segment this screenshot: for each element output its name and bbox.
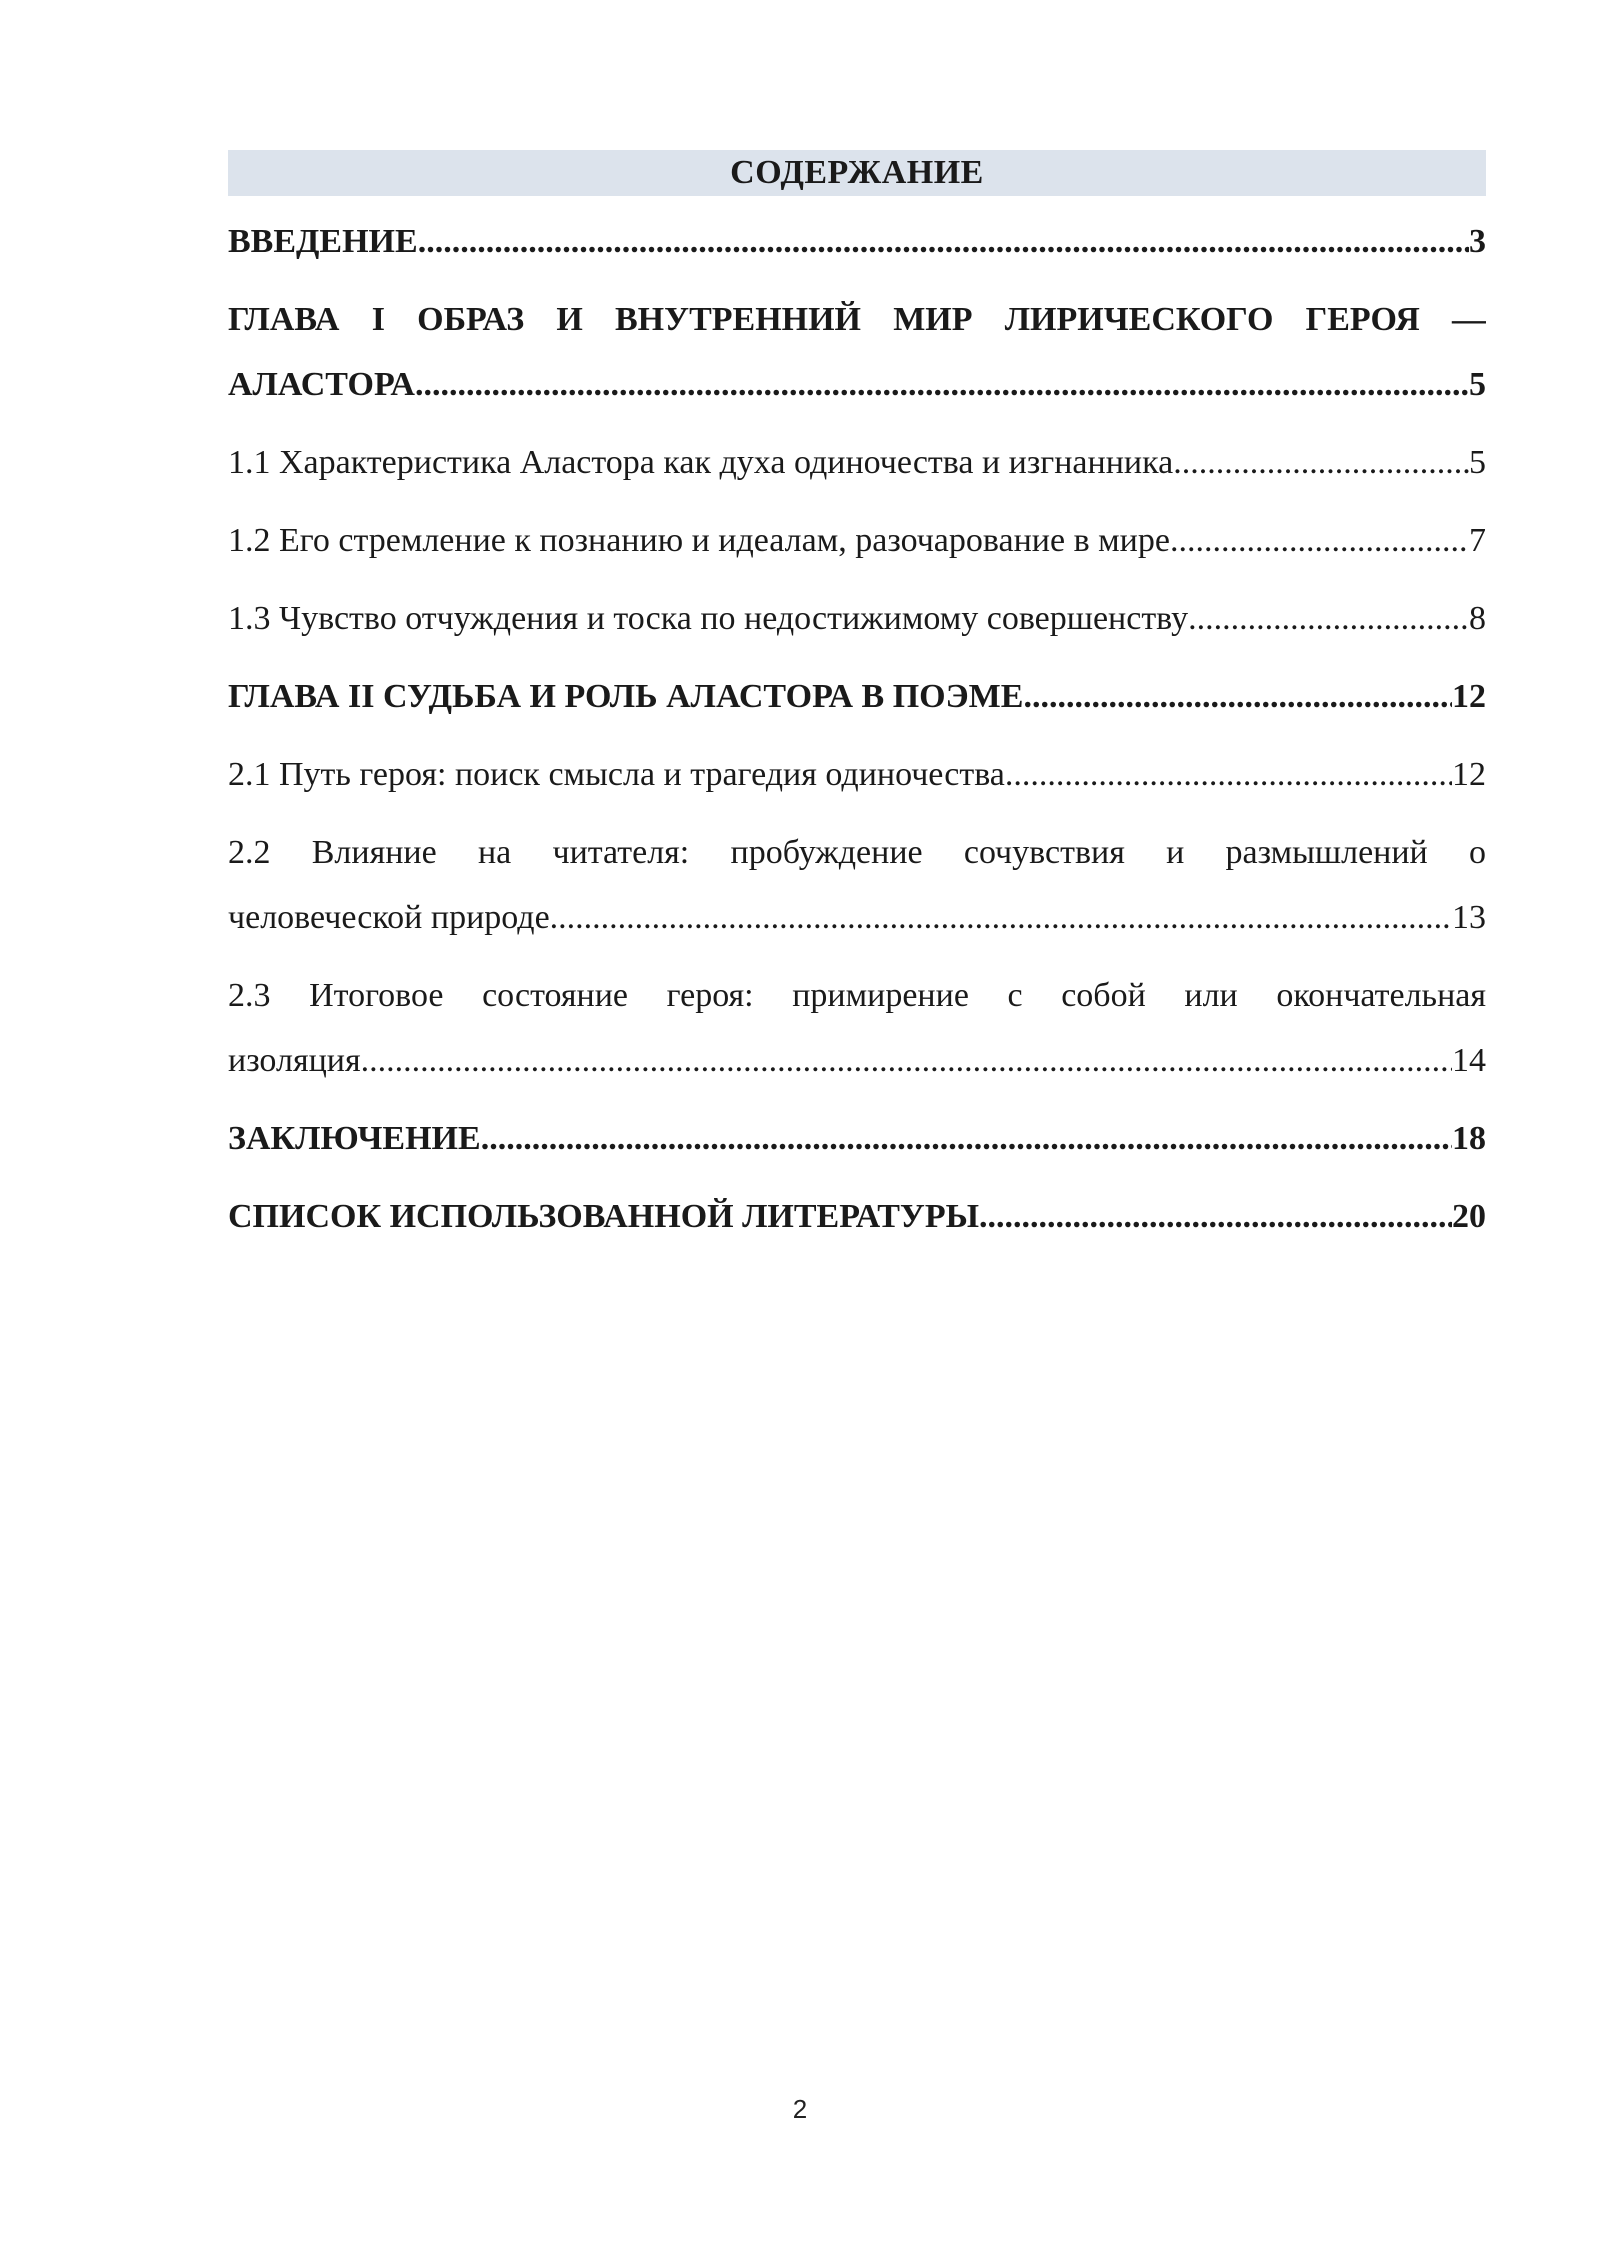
toc-entry-text: ВВЕДЕНИЕ <box>228 223 418 260</box>
toc-entry-page: 8 <box>1469 600 1486 637</box>
page-number: 2 <box>792 2094 808 2124</box>
toc-entry-section-2-3[interactable] <box>228 963 1486 1093</box>
toc-entry-page: 13 <box>1452 899 1486 936</box>
toc-leader-dots <box>550 885 1452 950</box>
toc-title: СОДЕРЖАНИЕ <box>228 150 1486 196</box>
toc-entry-section-2-1[interactable] <box>228 742 1486 807</box>
toc-entry-text: СПИСОК ИСПОЛЬЗОВАННОЙ ЛИТЕРАТУРЫ <box>228 1198 979 1235</box>
toc-entry-text-line-1: 2.2 Влияние на читателя: пробуждение сочувствия и размышлений о <box>228 834 1486 871</box>
table-of-contents <box>228 150 1486 1249</box>
toc-leader-dots <box>1023 664 1452 729</box>
toc-entry-page: 3 <box>1469 223 1486 260</box>
toc-leader-dots <box>415 352 1469 417</box>
toc-entry-text: ЗАКЛЮЧЕНИЕ <box>228 1120 481 1157</box>
toc-entry-text: изоляция <box>228 1042 361 1079</box>
toc-entry-page: 12 <box>1452 678 1486 715</box>
toc-leader-dots <box>1170 508 1469 573</box>
toc-entry-section-1-2[interactable] <box>228 508 1486 573</box>
toc-entry-page: 20 <box>1452 1198 1486 1235</box>
toc-entry-text: АЛАСТОРА <box>228 366 415 403</box>
toc-entry-conclusion[interactable] <box>228 1106 1486 1171</box>
toc-entry-section-1-3[interactable] <box>228 586 1486 651</box>
toc-leader-dots <box>1005 742 1452 807</box>
toc-leader-dots <box>1188 586 1469 651</box>
toc-leader-dots <box>979 1184 1452 1249</box>
toc-entry-text-line-1: 2.3 Итоговое состояние героя: примирение с собой или окончательная <box>228 977 1486 1014</box>
toc-entry-bibliography[interactable] <box>228 1184 1486 1249</box>
toc-entry-text: 1.1 Характеристика Аластора как духа одиночества и изгнанника <box>228 444 1174 481</box>
toc-entry-page: 5 <box>1469 366 1486 403</box>
toc-entry-page: 14 <box>1452 1042 1486 1079</box>
toc-entry-page: 12 <box>1452 756 1486 793</box>
toc-leader-dots <box>481 1106 1452 1171</box>
toc-entry-page: 18 <box>1452 1120 1486 1157</box>
toc-entry-text: 2.1 Путь героя: поиск смысла и трагедия одиночества <box>228 756 1005 793</box>
toc-entry-section-2-2[interactable] <box>228 820 1486 950</box>
toc-entry-chapter-2[interactable] <box>228 664 1486 729</box>
toc-entry-text: 1.2 Его стремление к познанию и идеалам, разочарование в мире <box>228 522 1170 559</box>
toc-entry-text: человеческой природе <box>228 899 550 936</box>
toc-leader-dots <box>361 1028 1452 1093</box>
toc-leader-dots <box>418 209 1469 274</box>
toc-entry-text: 1.3 Чувство отчуждения и тоска по недостижимому совершенству <box>228 600 1189 637</box>
toc-entry-page: 5 <box>1469 444 1486 481</box>
toc-leader-dots <box>1173 430 1469 495</box>
toc-entry-chapter-1[interactable] <box>228 287 1486 417</box>
toc-entry-introduction[interactable] <box>228 209 1486 274</box>
toc-entry-page: 7 <box>1469 522 1486 559</box>
toc-entry-text-line-1: ГЛАВА I ОБРАЗ И ВНУТРЕННИЙ МИР ЛИРИЧЕСКОГО ГЕРОЯ — <box>228 301 1486 338</box>
toc-entry-section-1-1[interactable] <box>228 430 1486 495</box>
toc-entry-text: ГЛАВА II СУДЬБА И РОЛЬ АЛАСТОРА В ПОЭМЕ <box>228 678 1024 715</box>
